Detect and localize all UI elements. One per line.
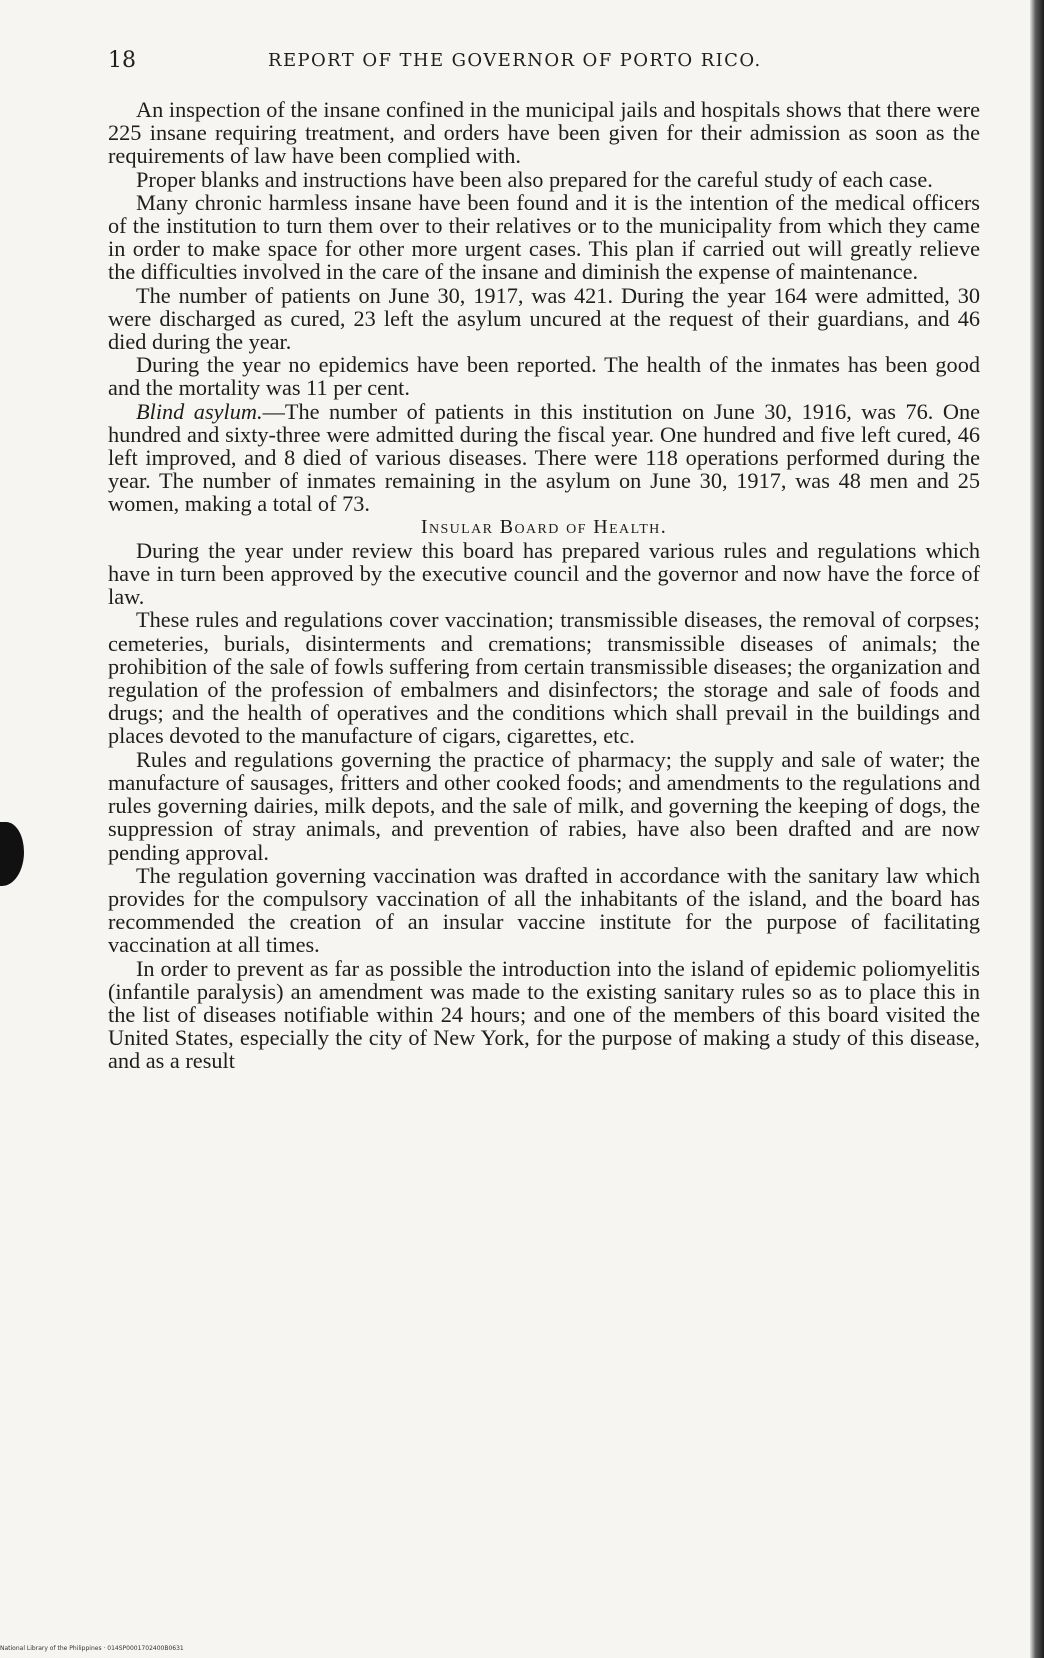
page-header: [108, 48, 978, 78]
binding-mark: [0, 822, 24, 886]
blind-asylum-label: Blind asylum.: [136, 398, 263, 424]
paragraph-patient-numbers: The number of patients on June 30, 1917, was 421. During the year 164 were admitted, 30 were discharged as cured, 23 left the asylum uncured at the request of their guardians, and 46 died during the year.: [108, 282, 980, 355]
running-title: REPORT OF THE GOVERNOR OF PORTO RICO.: [268, 50, 762, 71]
paragraph-board-rules: During the year under review this board has prepared various rules and regulations which have in turn been approved by the executive council and the governor and now have the force of law.: [108, 537, 980, 610]
paragraph-blind-asylum: [108, 400, 980, 516]
paragraph-chronic-insane: Many chronic harmless insane have been found and it is the intention of the medical officers of the institution to turn them over to their relatives or to the municipality from which they came in order to make space for other more urgent cases. This plan if carried out will greatly relieve the difficulties involved in the care of the insane and diminish the expense of maintenance.: [108, 189, 980, 285]
paragraph-rules-cover: These rules and regulations cover vaccination; transmissible diseases, the removal of corpses; cemeteries, burials, disinterments and cremations; transmissible diseases of animals; the prohibition of the sale of fowls suffering from certain transmissible diseases; the organization and regulation of the profession of embalmers and disinfectors; the storage and sale of foods and drugs; and the health of operatives and the conditions which shall prevail in the buildings and places devoted to the manufacture of cigars, cigarettes, etc.: [108, 607, 980, 749]
paragraph-insane-inspection: An inspection of the insane confined in the municipal jails and hospitals shows that there were 225 insane requiring treatment, and orders have been given for their admission as soon as the requirements of law have been complied with.: [108, 97, 980, 169]
page-edge-shadow: [1030, 0, 1044, 1658]
paragraph-blanks: Proper blanks and instructions have been also prepared for the careful study of each case.: [136, 166, 933, 192]
footer-source-note: National Library of the Philippines · 014SP0001702400B0631: [0, 1645, 184, 1652]
paragraph-poliomyelitis: In order to prevent as far as possible the introduction into the island of epidemic poliomyelitis (infantile paralysis) an amendment was made to the existing sanitary rules so as to place this in the list of diseases notifiable within 24 hours; and one of the members of this board visited the United States, especially the city of New York, for the purpose of making a study of this disease, and as a result: [108, 955, 980, 1074]
blind-asylum-text: —The number of patients in this institution on June 30, 1916, was 76. One hundred and sixty-three were admitted during the fiscal year. One hundred and five left cured, 46 left improved, and 8 died of various diseases. There were 118 operations performed during the year. The number of inmates remaining in the asylum on June 30, 1917, was 48 men and 25 women, making a total of 73.: [108, 398, 981, 517]
paragraph-vaccination: The regulation governing vaccination was drafted in accordance with the sanitary law which provides for the compulsory vaccination of all the inhabitants of the island, and the board has recommended the creation of an insular vaccine institute for the purpose of facilitating vaccination at all times.: [108, 862, 980, 958]
paragraph-pharmacy-rules: Rules and regulations governing the practice of pharmacy; the supply and sale of water; the manufacture of sausages, fritters and other cooked foods; and amendments to the regulations and rules governing dairies, milk depots, and the sale of milk, and governing the keeping of dogs, the suppression of stray animals, and prevention of rabies, have also been drafted and are now pending approval.: [108, 746, 980, 865]
body-text: [108, 98, 980, 1073]
page-number: 18: [108, 48, 136, 73]
paragraph-epidemics: During the year no epidemics have been reported. The health of the inmates has been good and the mortality was 11 per cent.: [108, 352, 980, 401]
section-heading: Insular Board of Health.: [420, 515, 668, 538]
